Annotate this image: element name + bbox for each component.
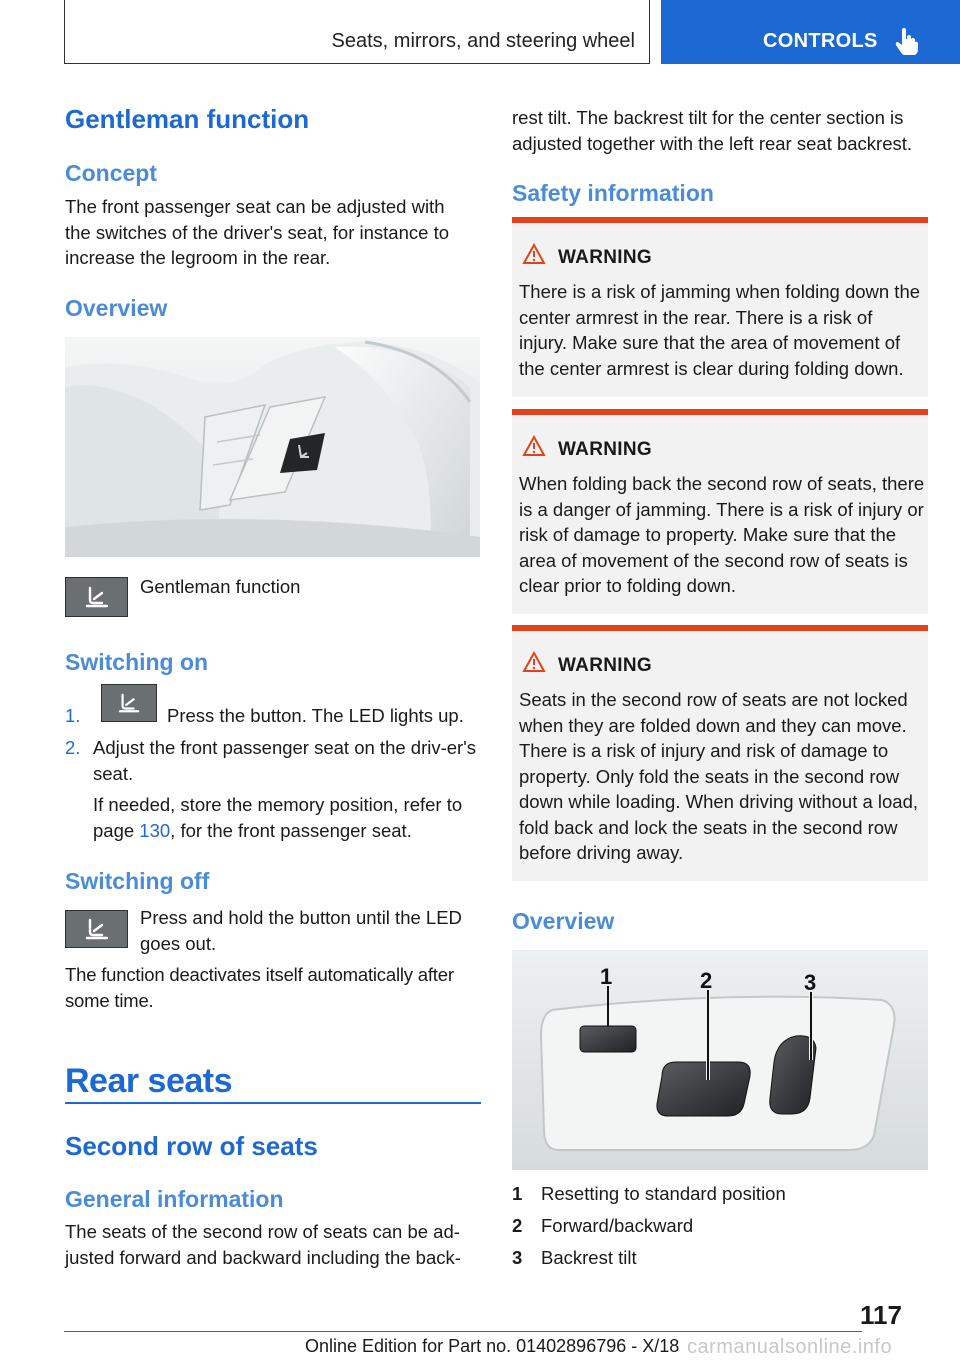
header-chapter-tab	[661, 0, 960, 64]
heading-switching-off: Switching off	[65, 868, 210, 894]
footer-edition: Online Edition for Part no. 01402896796 - X/18	[305, 1336, 680, 1356]
legend-item-2	[512, 1215, 693, 1237]
legend-item-1	[512, 1183, 786, 1205]
switching-off-button-icon	[65, 910, 128, 948]
step1-button-icon	[101, 684, 157, 722]
pointing-hand-icon	[895, 27, 919, 55]
heading-switching-on: Switching on	[65, 649, 209, 675]
warning-label: WARNING	[558, 247, 652, 268]
step2-note-part1: If needed, store the memory position, refer to page	[93, 794, 463, 841]
icon-caption: Gentleman function	[140, 576, 301, 597]
page-reference-link[interactable]: 130	[139, 819, 171, 841]
legend-text: Forward/backward	[541, 1215, 694, 1236]
header-chapter-title: CONTROLS	[763, 30, 878, 52]
watermark: carmanualsonline.info	[687, 1336, 893, 1358]
legend-number: 1	[512, 1183, 523, 1204]
heading-rule	[65, 1102, 481, 1104]
heading-safety-info: Safety information	[512, 180, 714, 206]
step2-note	[93, 792, 481, 843]
warning-triangle-icon	[522, 243, 546, 265]
page-number: 117	[860, 1300, 902, 1330]
gentleman-seat-icon	[84, 917, 110, 941]
general-info-text: The seats of the second row of seats can be ad-justed forward and backward including the back-	[65, 1221, 461, 1268]
warning-label: WARNING	[558, 655, 652, 676]
legend-number: 3	[512, 1247, 523, 1268]
legend-text: Resetting to standard position	[541, 1183, 786, 1204]
warning-text: There is a risk of jamming when folding down the center armrest in the rear. There is a risk of injury. Make sure that the area of movement of the center armrest is clear during folding down.	[519, 281, 921, 379]
step2-note-part2: , for the front passenger seat.	[170, 819, 412, 841]
photo-label-1: 1	[600, 964, 613, 989]
heading-second-row: Second row of seats	[65, 1131, 318, 1161]
warning-box-1	[512, 217, 928, 397]
seat-controls-photo	[512, 950, 928, 1170]
photo-label-2: 2	[700, 968, 713, 993]
step2-number: 2.	[65, 737, 81, 758]
footer-rule	[64, 1331, 862, 1332]
door-panel-photo	[65, 337, 480, 557]
continued-text: rest tilt. The backrest tilt for the center section is adjusted together with the left rear seat backrest.	[512, 107, 913, 154]
photo-label-3: 3	[804, 970, 817, 995]
warning-text: Seats in the second row of seats are not locked when they are folded down and they can move. There is a risk of injury and risk of damage to property. Only fold the seats in the second row down while loading. When driving without a load, fold back and lock the seats in the second row before driving away.	[519, 689, 919, 863]
step1-number: 1.	[65, 705, 81, 726]
deactivate-text: The function deactivates itself automatically after some time.	[65, 964, 454, 1011]
chapter-heading-rear-seats: Rear seats	[65, 1062, 233, 1100]
warning-box-3	[512, 625, 928, 881]
warning-triangle-icon	[522, 651, 546, 673]
header-section-box	[64, 0, 650, 64]
concept-text: The front passenger seat can be adjusted with the switches of the driver's seat, for instance to increase the legroom in the rear.	[65, 196, 449, 268]
legend-number: 2	[512, 1215, 523, 1236]
step1-text: Press the button. The LED lights up.	[167, 705, 464, 726]
warning-label: WARNING	[558, 439, 652, 460]
step2-text: Adjust the front passenger seat on the driv-er's seat.	[93, 737, 476, 784]
gentleman-button-icon	[65, 577, 128, 617]
heading-overview-left: Overview	[65, 295, 168, 321]
warning-triangle-icon	[522, 435, 546, 457]
switching-off-text: Press and hold the button until the LED goes out.	[140, 907, 462, 954]
heading-general-info: General information	[65, 1186, 284, 1212]
heading-overview-right: Overview	[512, 908, 615, 934]
header-section-title: Seats, mirrors, and steering wheel	[331, 30, 635, 52]
gentleman-seat-icon	[84, 585, 110, 609]
gentleman-seat-icon	[117, 692, 141, 714]
warning-text: When folding back the second row of seats, there is a danger of jamming. There is a risk of injury or risk of damage to property. Make sure that the area of movement of the second row of seats is clear prior to folding down.	[519, 473, 925, 596]
legend-text: Backrest tilt	[541, 1247, 637, 1268]
heading-concept: Concept	[65, 160, 157, 186]
legend-item-3	[512, 1247, 637, 1269]
section-title-gentleman: Gentleman function	[65, 104, 310, 134]
warning-box-2	[512, 409, 928, 614]
